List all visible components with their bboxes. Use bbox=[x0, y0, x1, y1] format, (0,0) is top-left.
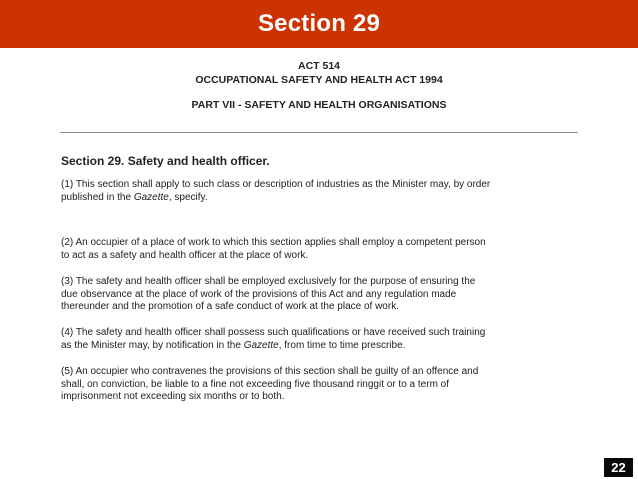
paragraph-line: thereunder and the promotion of a safe conduct of work at the place of work. bbox=[61, 301, 399, 312]
paragraph-1 bbox=[61, 179, 581, 204]
paragraph-line: (1) This section shall apply to such class or description of industries as the Minister may, by order bbox=[61, 179, 491, 190]
paragraph-2 bbox=[61, 237, 581, 262]
gazette-italic: Gazette bbox=[243, 339, 279, 351]
paragraph-line: (5) An occupier who contravenes the provisions of this section shall be guilty of an offence and bbox=[61, 366, 479, 377]
gazette-italic: Gazette bbox=[133, 191, 169, 203]
paragraph-line bbox=[61, 192, 581, 205]
slide-title: Section 29 bbox=[257, 10, 381, 37]
paragraph-line bbox=[61, 340, 581, 353]
paragraph-4 bbox=[61, 327, 581, 352]
paragraph-line: shall, on conviction, be liable to a fine not exceeding five thousand ringgit or to a term of bbox=[61, 378, 450, 390]
section-heading: Section 29. Safety and health officer. bbox=[61, 154, 270, 168]
page-number-badge: 22 bbox=[604, 458, 633, 477]
text-run: , from time to time prescribe. bbox=[278, 339, 406, 351]
paragraph-5 bbox=[61, 366, 581, 404]
paragraph-line: due observance at the place of work of the provisions of this Act and any regulation made bbox=[61, 288, 457, 300]
slide-title-bar bbox=[0, 0, 638, 48]
paragraph-line: (3) The safety and health officer shall be employed exclusively for the purpose of ensuring the bbox=[61, 276, 476, 287]
header-divider bbox=[60, 132, 578, 133]
paragraph-3 bbox=[61, 276, 581, 314]
paragraph-line: (2) An occupier of a place of work to which this section applies shall employ a competent person bbox=[61, 237, 486, 248]
act-name: OCCUPATIONAL SAFETY AND HEALTH ACT 1994 bbox=[195, 74, 443, 86]
paragraph-line: to act as a safety and health officer at the place of work. bbox=[61, 249, 309, 261]
paragraph-line: (4) The safety and health officer shall possess such qualifications or have received such training bbox=[61, 327, 486, 338]
text-run: published in the bbox=[61, 191, 134, 203]
act-number: ACT 514 bbox=[297, 60, 340, 72]
text-run: , specify. bbox=[168, 191, 208, 203]
part-title: PART VII - SAFETY AND HEALTH ORGANISATIONS bbox=[191, 99, 447, 111]
text-run: as the Minister may, by notification in the bbox=[61, 339, 244, 351]
paragraph-line: imprisonment not exceeding six months or to both. bbox=[61, 391, 285, 402]
